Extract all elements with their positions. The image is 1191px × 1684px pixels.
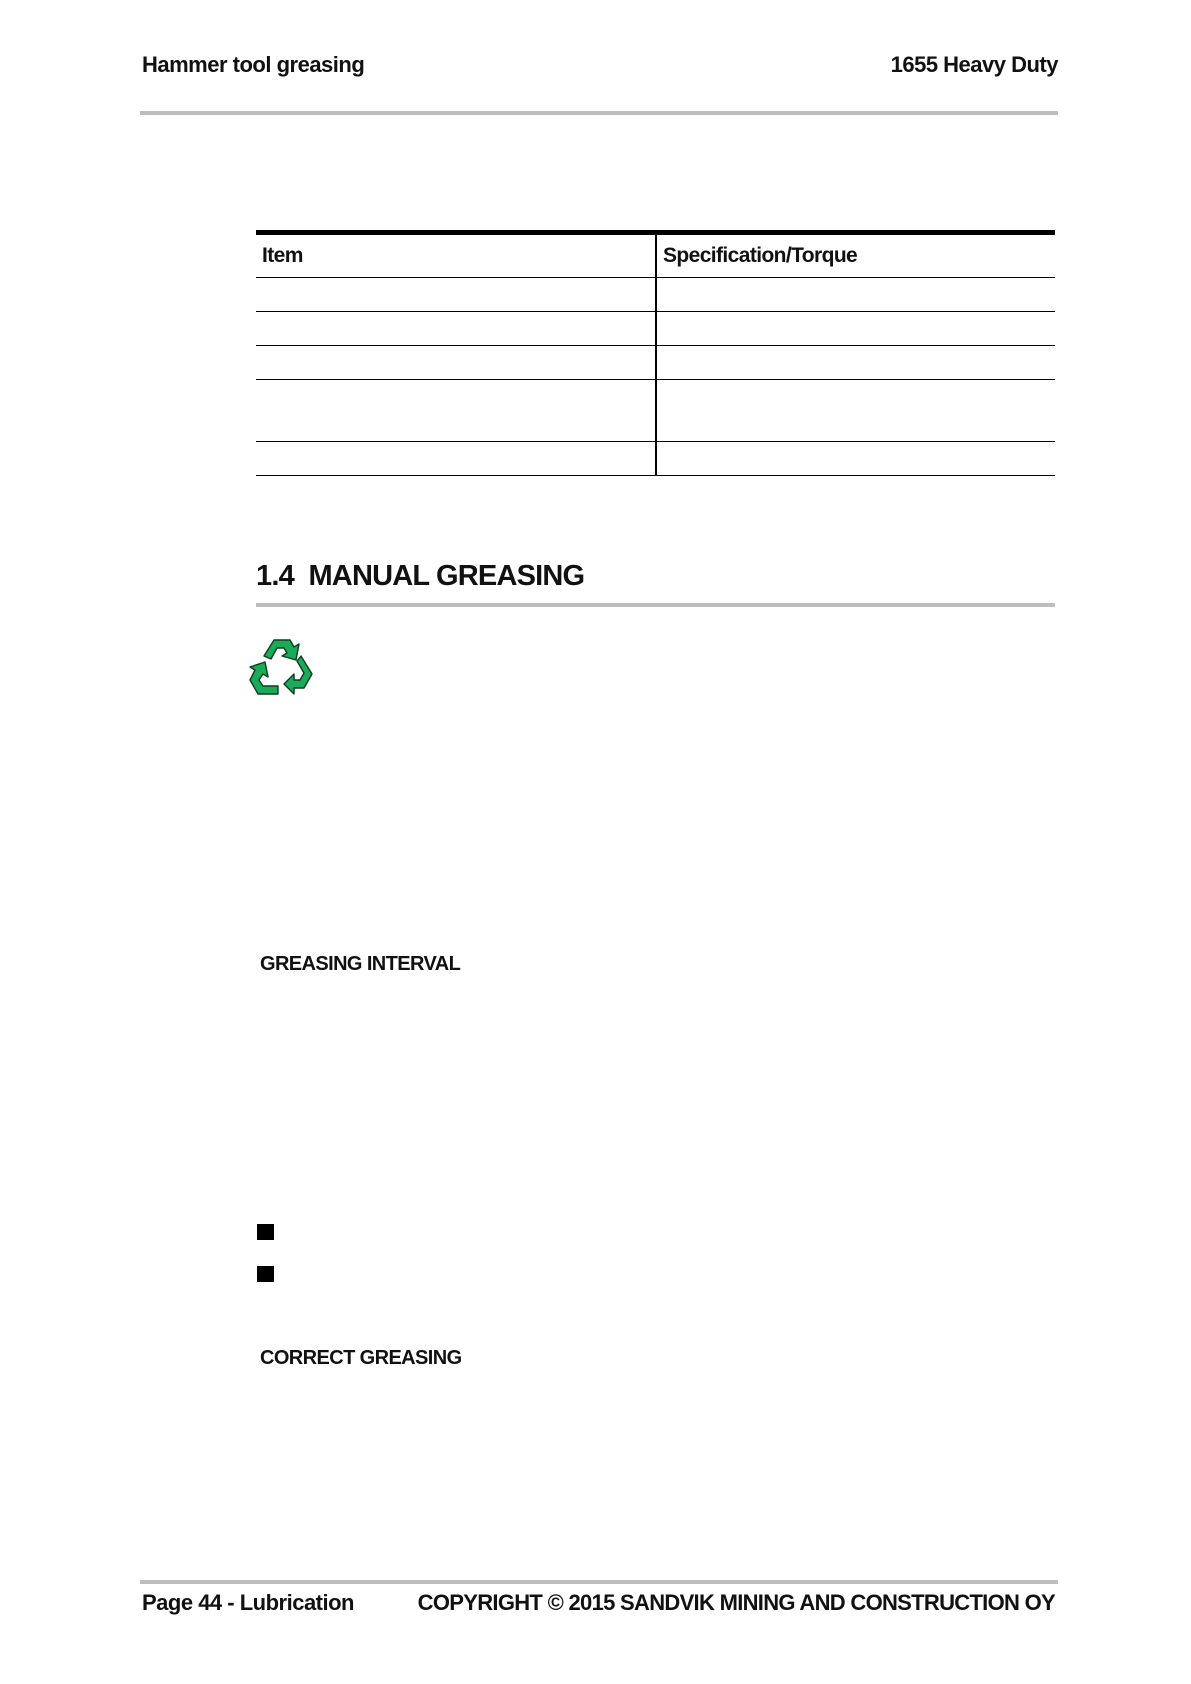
subsection-heading-greasing-interval: GREASING INTERVAL: [260, 953, 461, 975]
table-row: [256, 380, 1055, 442]
table-cell: [256, 312, 656, 346]
header-chapter-title: Hammer tool greasing: [142, 52, 365, 77]
table-cell: [656, 278, 1055, 312]
column-header-item: Item: [256, 233, 656, 278]
table-cell: [256, 278, 656, 312]
table-cell: [656, 442, 1055, 476]
table-row: [256, 442, 1055, 476]
table-cell: [656, 312, 1055, 346]
footer-copyright: COPYRIGHT © 2015 SANDVIK MINING AND CONSTRUCTION OY: [417, 1590, 1055, 1615]
bullet-square-icon: [257, 1224, 274, 1240]
section-divider: [256, 603, 1055, 607]
section-heading: [256, 560, 584, 593]
table-cell: [256, 380, 656, 442]
footer-page-number: Page 44 - Lubrication: [142, 1590, 354, 1615]
table-header-row: [256, 233, 1055, 278]
header-product-name: 1655 Heavy Duty: [890, 52, 1058, 77]
table-cell: [256, 442, 656, 476]
page-header: [142, 48, 1058, 82]
table-cell: [256, 346, 656, 380]
footer-divider: [140, 1580, 1058, 1584]
table-row: [256, 346, 1055, 380]
table-row: [256, 312, 1055, 346]
column-header-specification: Specification/Torque: [656, 233, 1055, 278]
section-title: MANUAL GREASING: [308, 560, 585, 592]
subsection-heading-correct-greasing: CORRECT GREASING: [260, 1347, 462, 1369]
bullet-square-icon: [257, 1266, 274, 1282]
table-cell: [656, 346, 1055, 380]
header-divider: [140, 111, 1058, 115]
specification-table: [256, 230, 1055, 476]
section-number: 1.4: [256, 560, 294, 592]
table-row: [256, 278, 1055, 312]
table-cell: [656, 380, 1055, 442]
recycle-icon: [246, 634, 316, 702]
